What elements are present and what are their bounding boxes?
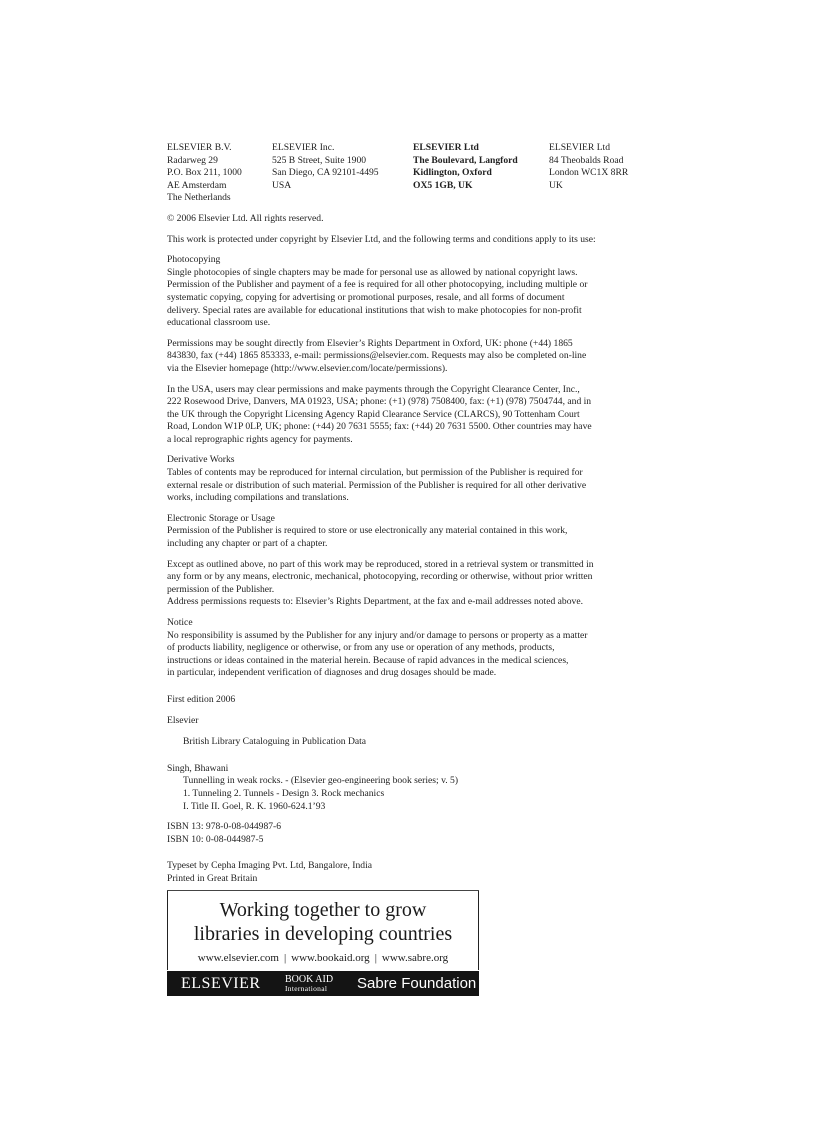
text-line: Permissions may be sought directly from Elsevier’s Rights Department in Oxford, UK: phone (+44) 1865 <box>167 337 573 349</box>
text-line: any form or by any means, electronic, mechanical, photocopying, recording or otherwise, without prior written <box>167 571 593 583</box>
bookaid-logo-main: BOOK AID <box>285 973 334 985</box>
text-line: systematic copying, copying for advertising or promotional purposes, resale, and all forms of document <box>167 291 565 303</box>
copyright-notice <box>167 213 645 226</box>
address-line: UK <box>549 179 563 191</box>
copyright-text: © 2006 Elsevier Ltd. All rights reserved. <box>167 212 324 224</box>
publisher-addresses <box>167 142 645 205</box>
isbn-block <box>167 821 645 846</box>
text-line: Single photocopies of single chapters may be made for personal use as allowed by national copyright laws. <box>167 266 578 278</box>
intro-text: This work is protected under copyright by Elsevier Ltd, and the following terms and conditions apply to its use: <box>167 233 596 245</box>
library-aid-banner <box>167 890 479 996</box>
text-line: 222 Rosewood Drive, Danvers, MA 01923, USA; phone: (+1) (978) 7508400, fax: (+1) (978) 7504744, and in <box>167 396 592 408</box>
url-elsevier[interactable]: www.elsevier.com <box>197 952 279 964</box>
reproduction-section <box>167 559 645 609</box>
derivative-works-section <box>167 454 645 504</box>
section-heading: Derivative Works <box>167 454 235 466</box>
publisher-info <box>167 715 645 728</box>
text-line: permission of the Publisher. <box>167 583 275 595</box>
address-line: P.O. Box 211, 1000 <box>167 167 242 179</box>
address-line: ELSEVIER Ltd <box>413 142 479 153</box>
section-heading: Photocopying <box>167 254 221 266</box>
banner-logo-bar <box>167 971 479 996</box>
cip-line: I. Title II. Goel, R. K. 1960-624.1’93 <box>183 800 326 812</box>
printed-line: Printed in Great Britain <box>167 872 258 884</box>
address-line: The Boulevard, Langford <box>413 154 518 166</box>
address-line: Radarweg 29 <box>167 154 218 166</box>
text-line: Road, London W1P 0LP, UK; phone: (+44) 20 7631 5555; fax: (+44) 20 7631 5500. Other countries may have <box>167 421 592 433</box>
address-line: USA <box>272 179 292 191</box>
typeset-line: Typeset by Cepha Imaging Pvt. Ltd, Bangalore, India <box>167 860 373 872</box>
url-sabre[interactable]: www.sabre.org <box>381 952 449 964</box>
elsevier-logo: ELSEVIER <box>181 974 261 992</box>
address-line: ELSEVIER B.V. <box>167 142 232 153</box>
address-line: ELSEVIER Ltd <box>549 142 611 153</box>
banner-urls <box>167 952 479 964</box>
copyright-page <box>167 142 645 886</box>
text-line: Address permissions requests to: Elsevier’s Rights Department, at the fax and e-mail addresses noted above. <box>167 596 583 608</box>
url-bookaid[interactable]: www.bookaid.org <box>291 952 370 964</box>
text-line: Except as outlined above, no part of this work may be reproduced, stored in a retrieval system or transmitted in <box>167 558 594 570</box>
banner-headline-line2: libraries in developing countries <box>193 923 453 945</box>
banner-headline-line1: Working together to grow <box>219 899 427 921</box>
isbn-10: ISBN 10: 0-08-044987-5 <box>167 833 264 845</box>
address-line: Kidlington, Oxford <box>413 167 492 179</box>
url-separator: | <box>283 952 287 964</box>
cip-author: Singh, Bhawani <box>167 762 229 774</box>
text-line: delivery. Special rates are available for educational institutions that wish to make photocopies for non-profit <box>167 304 582 316</box>
section-heading: Notice <box>167 617 193 628</box>
bookaid-logo-sub: International <box>285 983 328 993</box>
address-elsevier-ltd-oxford <box>413 142 549 205</box>
cip-line: Tunnelling in weak rocks. - (Elsevier geo-engineering book series; v. 5) <box>183 775 459 787</box>
address-line: ELSEVIER Inc. <box>272 142 335 153</box>
electronic-storage-section <box>167 513 645 551</box>
text-line: Permission of the Publisher and payment of a fee is required for all other photocopying, including multiple or <box>167 279 588 291</box>
intro-section <box>167 234 645 247</box>
cip-heading <box>167 736 645 749</box>
text-line: via the Elsevier homepage (http://www.elsevier.com/locate/permissions). <box>167 362 448 374</box>
edition-text: First edition 2006 <box>167 693 236 705</box>
text-line: works, including compilations and translations. <box>167 492 349 504</box>
address-elsevier-inc <box>272 142 413 205</box>
address-elsevier-ltd-london <box>549 142 645 205</box>
cip-record <box>167 763 645 813</box>
text-line: instructions or ideas contained in the material herein. Because of rapid advances in the medical sciences, <box>167 654 569 666</box>
address-line: London WC1X 8RR <box>549 167 629 179</box>
url-separator: | <box>374 952 377 964</box>
photocopying-section <box>167 254 645 330</box>
text-line: in particular, independent verification of diagnoses and drug dosages should be made. <box>167 667 497 679</box>
text-line: Tables of contents may be reproduced for internal circulation, but permission of the Publisher is required for <box>167 467 583 479</box>
text-line: 843830, fax (+44) 1865 853333, e-mail: permissions@elsevier.com. Requests may also be completed on-line <box>167 350 587 362</box>
text-line: of products liability, negligence or otherwise, or from any use or operation of any methods, products, <box>167 642 555 654</box>
usa-permissions-section <box>167 384 645 447</box>
notice-section <box>167 617 645 680</box>
address-line: The Netherlands <box>167 192 231 204</box>
address-line: San Diego, CA 92101-4495 <box>272 167 379 179</box>
text-line: a local reprographic rights agency for payments. <box>167 433 353 445</box>
text-line: educational classroom use. <box>167 317 271 329</box>
text-line: No responsibility is assumed by the Publisher for any injury and/or damage to persons or property as a matter <box>167 629 588 641</box>
publisher-text: Elsevier <box>167 714 199 726</box>
address-line: AE Amsterdam <box>167 179 227 191</box>
text-line: including any chapter or part of a chapter. <box>167 538 328 550</box>
address-elsevier-bv <box>167 142 272 205</box>
address-line: 84 Theobalds Road <box>549 154 624 166</box>
bookaid-logo <box>285 975 357 993</box>
edition-info <box>167 694 645 707</box>
sabre-foundation-logo: Sabre Foundation <box>357 975 477 992</box>
cip-line: 1. Tunneling 2. Tunnels - Design 3. Rock mechanics <box>183 787 385 799</box>
address-line: 525 B Street, Suite 1900 <box>272 154 367 166</box>
text-line: In the USA, users may clear permissions and make payments through the Copyright Clearance Center, Inc., <box>167 383 580 395</box>
permissions-section <box>167 338 645 376</box>
address-line: OX5 1GB, UK <box>413 179 473 191</box>
section-heading: Electronic Storage or Usage <box>167 512 275 524</box>
production-block <box>167 860 645 885</box>
text-line: external resale or distribution of such material. Permission of the Publisher is required for all other derivative <box>167 479 587 491</box>
isbn-13: ISBN 13: 978-0-08-044987-6 <box>167 821 282 833</box>
text-line: Permission of the Publisher is required to store or use electronically any material contained in this work, <box>167 525 568 537</box>
text-line: the UK through the Copyright Licensing Agency Rapid Clearance Service (CLARCS), 90 Tottenham Court <box>167 408 580 420</box>
cip-heading-text: British Library Cataloguing in Publication Data <box>183 736 367 748</box>
